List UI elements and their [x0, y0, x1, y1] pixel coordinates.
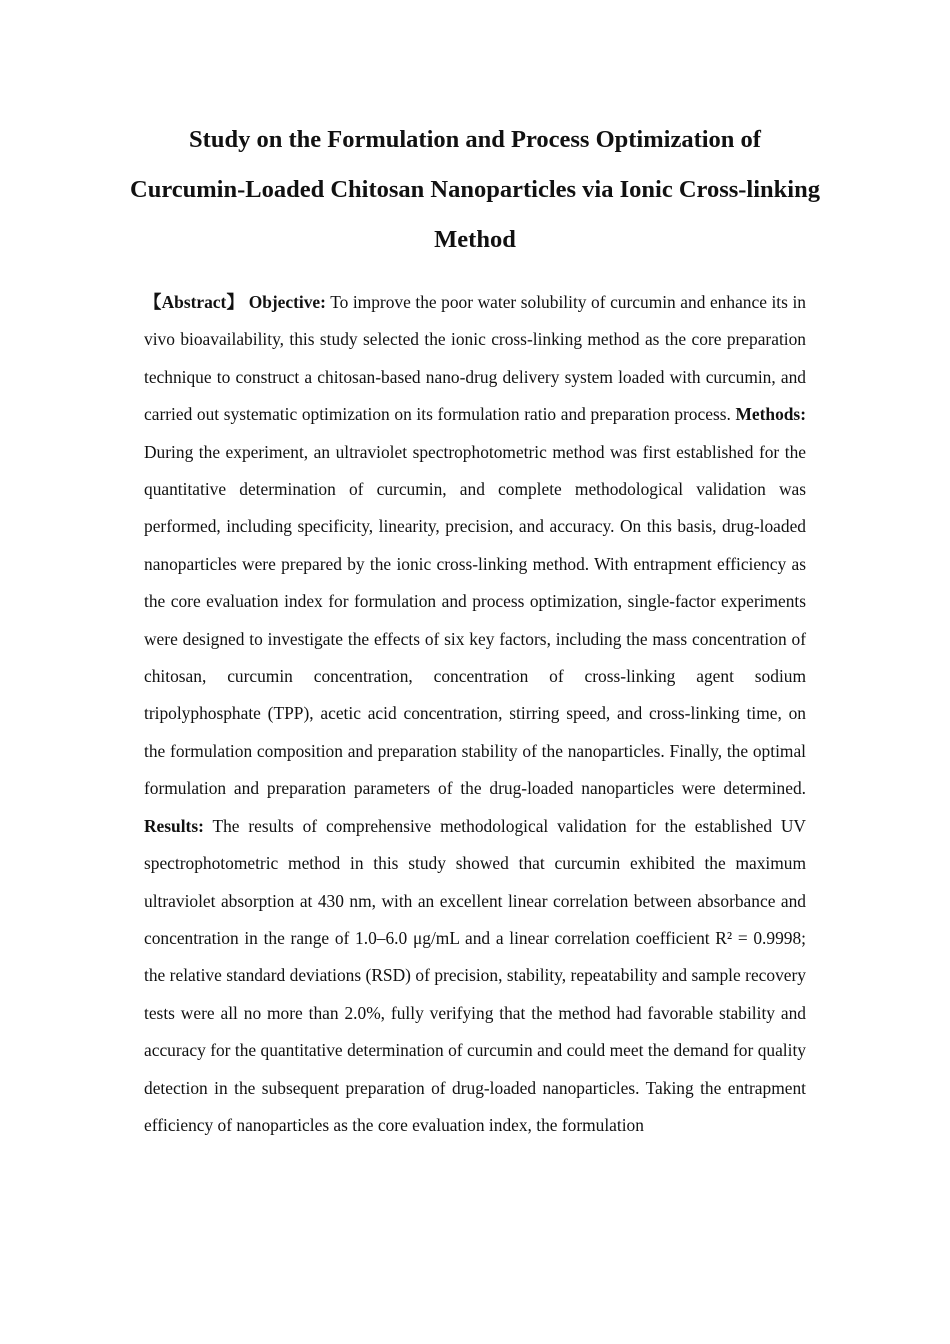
- results-label: Results:: [144, 815, 204, 836]
- methods-label: Methods:: [735, 404, 806, 425]
- abstract-label: 【Abstract】: [144, 292, 245, 312]
- objective-text: To improve the poor water solubility of curcumin and enhance its in vivo bioavailability, this study selected the ionic cross-linking method as the core preparation technique to construct a chitosan-based nano-drug delivery system loaded with curcumin, and carried out systematic optimization on its formulation ratio and preparation process.: [144, 292, 806, 425]
- paper-title: Study on the Formulation and Process Optimization of Curcumin-Loaded Chitosan Nanoparticles via Ionic Cross-linking Method: [130, 126, 820, 253]
- methods-text: During the experiment, an ultraviolet spectrophotometric method was first established for the quantitative determination of curcumin, and complete methodological validation was performed, including specificity, linearity, precision, and accuracy. On this basis, drug-loaded nanoparticles were prepared by the ionic cross-linking method. With entrapment efficiency as the core evaluation index for formulation and process optimization, single-factor experiments were designed to investigate the effects of six key factors, including the mass concentration of chitosan, curcumin concentration, concentration of cross-linking agent sodium tripolyphosphate (TPP), acetic acid concentration, stirring speed, and cross-linking time, on the formulation composition and preparation stability of the nanoparticles. Finally, the optimal formulation and preparation parameters of the drug-loaded nanoparticles were determined.: [144, 441, 806, 799]
- objective-label: Objective:: [248, 292, 326, 312]
- abstract-paragraph: [144, 284, 806, 1144]
- results-text: The results of comprehensive methodological validation for the established UV spectrophotometric method in this study showed that curcumin exhibited the maximum ultraviolet absorption at 430 nm, with an excellent linear correlation between absorbance and concentration in the range of 1.0–6.0 μg/mL and a linear correlation coefficient R² = 0.9998; the relative standard deviations (RSD) of precision, stability, repeatability and sample recovery tests were all no more than 2.0%, fully verifying that the method had favorable stability and accuracy for the quantitative determination of curcumin and could meet the demand for quality detection in the subsequent preparation of drug-loaded nanoparticles. Taking the entrapment efficiency of nanoparticles as the core evaluation index, the formulation: [144, 815, 806, 1135]
